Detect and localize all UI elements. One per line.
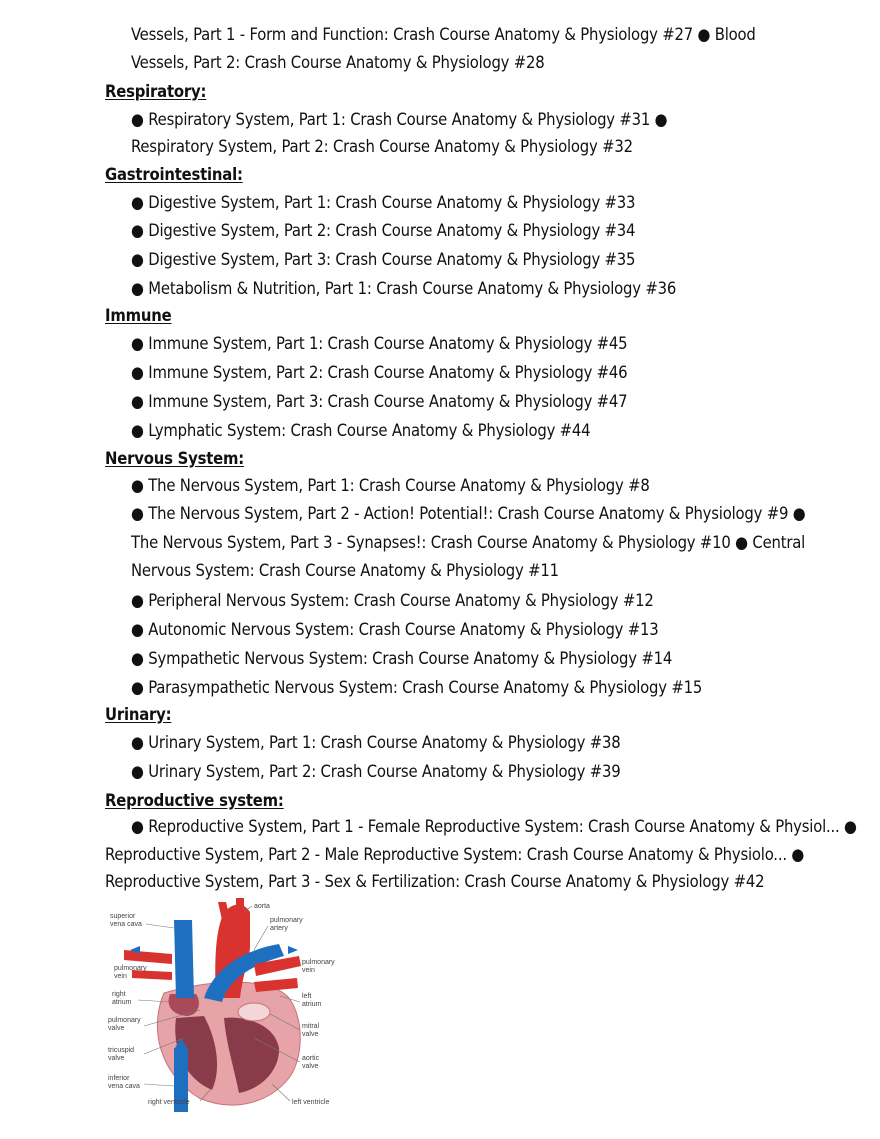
label-pulmonary-vein-left: pulmonary [114,965,147,972]
label-right-ventricle: right ventricle [148,1099,190,1106]
label-right-atrium: right [112,991,126,998]
label-aortic-valve: valve [302,1063,319,1070]
label-left-ventricle: left ventricle [292,1099,330,1106]
label-tricuspid-valve: tricuspid [108,1047,135,1054]
list-item[interactable]: Nervous System: Crash Course Anatomy & Physiology #11 [131,561,559,580]
label-pulmonary-valve: pulmonary [108,1017,141,1024]
label-superior-vena-cava: vena cava [110,921,142,928]
section-heading-nervous: Nervous System: [105,449,245,468]
label-left-atrium: atrium [302,1001,322,1008]
list-item[interactable]: Reproductive System, Part 2 - Male Reproductive System: Crash Course Anatomy & Physiolo... ● [105,845,805,864]
list-item[interactable]: Reproductive System, Part 3 - Sex & Fertilization: Crash Course Anatomy & Physiology #42 [105,872,765,891]
text-line: Vessels, Part 1 - Form and Function: Crash Course Anatomy & Physiology #27 ● Blood [131,25,756,44]
list-item[interactable]: ● Digestive System, Part 1: Crash Course Anatomy & Physiology #33 [131,193,636,212]
heart-diagram [104,898,350,1112]
heart-illustration [104,898,350,1112]
section-heading-urinary: Urinary: [105,705,172,724]
label-pulmonary-artery: artery [270,925,288,932]
label-tricuspid-valve: valve [108,1055,125,1062]
list-item[interactable]: ● The Nervous System, Part 2 - Action! Potential!: Crash Course Anatomy & Physiology #9 ● [131,504,806,523]
text-line: Vessels, Part 2: Crash Course Anatomy & Physiology #28 [131,53,545,72]
label-inferior-vena-cava: vena cava [108,1083,140,1090]
list-item[interactable]: ● Reproductive System, Part 1 - Female Reproductive System: Crash Course Anatomy & Physiol... ● [131,817,857,836]
arrow-right-icon [288,946,298,954]
list-item[interactable]: ● Metabolism & Nutrition, Part 1: Crash Course Anatomy & Physiology #36 [131,279,677,298]
label-right-atrium: atrium [112,999,132,1006]
list-item[interactable]: ● Autonomic Nervous System: Crash Course Anatomy & Physiology #13 [131,620,659,639]
list-item[interactable]: ● Immune System, Part 2: Crash Course Anatomy & Physiology #46 [131,363,628,382]
label-pulmonary-valve: valve [108,1025,125,1032]
section-heading-immune: Immune [105,306,172,325]
list-item[interactable]: ● Immune System, Part 1: Crash Course Anatomy & Physiology #45 [131,334,628,353]
label-pulmonary-vein-right: vein [302,967,315,974]
list-item[interactable]: ● Digestive System, Part 3: Crash Course Anatomy & Physiology #35 [131,250,636,269]
list-item[interactable]: ● Immune System, Part 3: Crash Course Anatomy & Physiology #47 [131,392,628,411]
list-item[interactable]: ● Urinary System, Part 1: Crash Course Anatomy & Physiology #38 [131,733,621,752]
list-item[interactable]: ● Lymphatic System: Crash Course Anatomy & Physiology #44 [131,421,591,440]
list-item[interactable]: The Nervous System, Part 3 - Synapses!: Crash Course Anatomy & Physiology #10 ● Central [131,533,806,552]
list-item[interactable]: ● Digestive System, Part 2: Crash Course Anatomy & Physiology #34 [131,221,636,240]
label-pulmonary-vein-right: pulmonary [302,959,335,966]
list-item[interactable]: ● Respiratory System, Part 1: Crash Course Anatomy & Physiology #31 ● [131,110,668,129]
list-item[interactable]: ● Peripheral Nervous System: Crash Course Anatomy & Physiology #12 [131,591,654,610]
list-item[interactable]: ● Sympathetic Nervous System: Crash Course Anatomy & Physiology #14 [131,649,673,668]
label-pulmonary-vein-left: vein [114,973,127,980]
label-inferior-vena-cava: inferior [108,1075,130,1082]
label-left-atrium: left [302,993,312,1000]
label-aorta: aorta [254,903,270,910]
list-item[interactable]: ● The Nervous System, Part 1: Crash Course Anatomy & Physiology #8 [131,476,650,495]
list-item[interactable]: ● Urinary System, Part 2: Crash Course Anatomy & Physiology #39 [131,762,621,781]
label-superior-vena-cava: superior [110,913,136,920]
label-mitral-valve: valve [302,1031,319,1038]
section-heading-gastrointestinal: Gastrointestinal: [105,165,243,184]
mitral-valve-shape [238,1003,270,1021]
section-heading-respiratory: Respiratory: [105,82,207,101]
label-mitral-valve: mitral [302,1023,320,1030]
list-item[interactable]: ● Parasympathetic Nervous System: Crash Course Anatomy & Physiology #15 [131,678,703,697]
superior-vena-cava-vessel [174,920,194,998]
label-aortic-valve: aortic [302,1055,320,1062]
label-pulmonary-artery: pulmonary [270,917,303,924]
list-item[interactable]: Respiratory System, Part 2: Crash Course Anatomy & Physiology #32 [131,137,633,156]
section-heading-reproductive: Reproductive system: [105,791,284,810]
